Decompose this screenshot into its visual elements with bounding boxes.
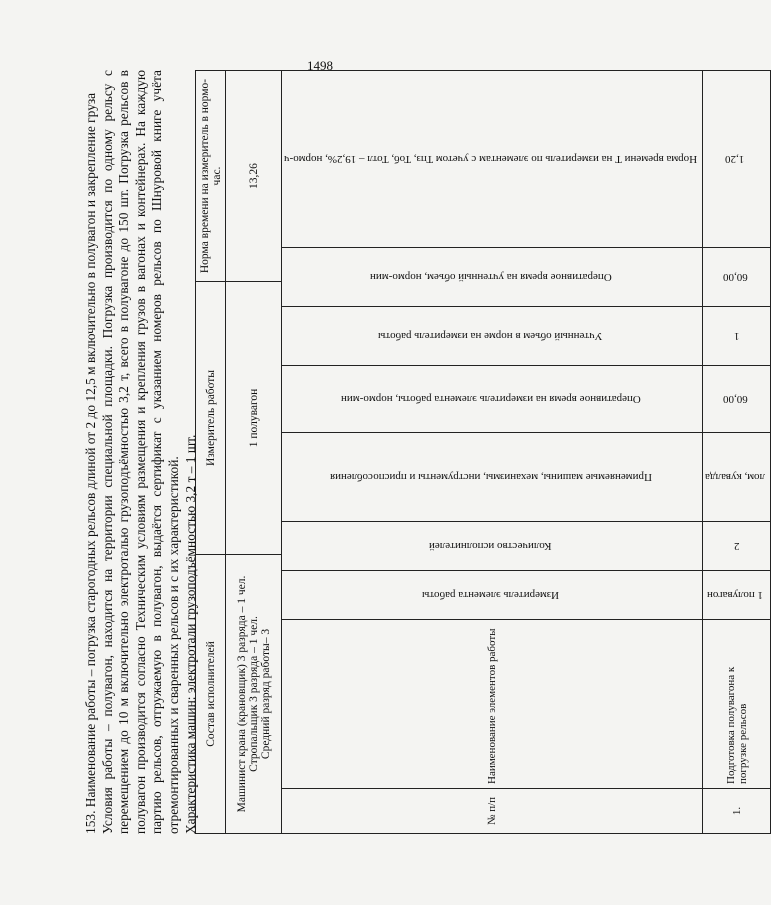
col-name-header: Наименование элементов работы <box>282 620 703 789</box>
cell-norm: 1,20 <box>703 71 771 248</box>
machines-text: Характеристика машин: электротали грузоподъёмностью 3,2 т – 1 шт. <box>182 434 198 834</box>
col-count-header: Количество исполнителей <box>282 522 703 571</box>
col-number-header: № п/п <box>282 789 703 834</box>
cell-optotal: 60,00 <box>703 248 771 307</box>
conditions-text: Условия работы – полувагон, находится на территории специальной площадки. Погрузка производится по одному рельсу с перемещением до 10 м включительно электроталью грузоподъёмностью 3,2 т, всего в полувагоне до 150 шт. Погрузка рельсов в полувагон производится согласно Техническим условиям размещения и крепления грузов в вагонах и контейнерах. На каждую партию рельсов, отгружаемую в полувагон, выдаётся сертификат с указанием номеров рельсов по Шнуровой книге учёта отремонтированных и сваренных рельсов и с их характеристикой. <box>99 70 181 834</box>
crew-line: Средний разряд работы– 3 <box>259 628 272 760</box>
unit-cell: 1 полувагон <box>226 282 282 555</box>
unit-header: Измеритель работы <box>196 282 226 555</box>
rotated-content <box>83 70 766 834</box>
col-optotal-header: Оперативное время на учтенный объем, нормо-мин <box>282 248 703 307</box>
crew-line: Стропальщик 3 разряда – 1 чел. <box>247 616 260 772</box>
crew-line: Машинист крана (крановщик) 3 разряда – 1 чел. <box>235 575 248 813</box>
crew-cell <box>226 555 282 834</box>
col-norm-header: Норма времени Т на измеритель по элементам с учетом Тпз, Тоб, Тотл – 19,2%, нормо-ч <box>282 71 703 248</box>
cell-count: 2 <box>703 522 771 571</box>
norm-header: Норма времени на измеритель в нормо-час. <box>196 71 226 282</box>
table-row <box>703 71 771 834</box>
col-tools-header: Применяемые машины, механизмы, инструменты и приспособления <box>282 433 703 522</box>
cell-volume: 1 <box>703 307 771 366</box>
cell-number: 1. <box>703 789 771 834</box>
cell-optime: 60,00 <box>703 366 771 433</box>
crew-header: Состав исполнителей <box>196 555 226 834</box>
cell-name: Подготовка полувагона к погрузке рельсов <box>703 620 771 789</box>
col-unit-header: Измеритель элемента работы <box>282 571 703 620</box>
col-volume-header: Учтенный объем в норме на измеритель работы <box>282 307 703 366</box>
crew-table <box>195 70 282 834</box>
page-number: 1498 <box>307 58 333 73</box>
elements-table <box>281 70 771 834</box>
cell-tools: лом, кувалда <box>703 433 771 522</box>
heading: 153. Наименование работы – погрузка старогодных рельсов длиной от 2 до 12,5 м включительно в полувагон и закрепление груза <box>83 92 98 834</box>
cell-unit: 1 полувагон <box>703 571 771 620</box>
col-optime-header: Оперативное время на измеритель элемента работы, нормо-мин <box>282 366 703 433</box>
norm-cell: 13,26 <box>226 71 282 282</box>
